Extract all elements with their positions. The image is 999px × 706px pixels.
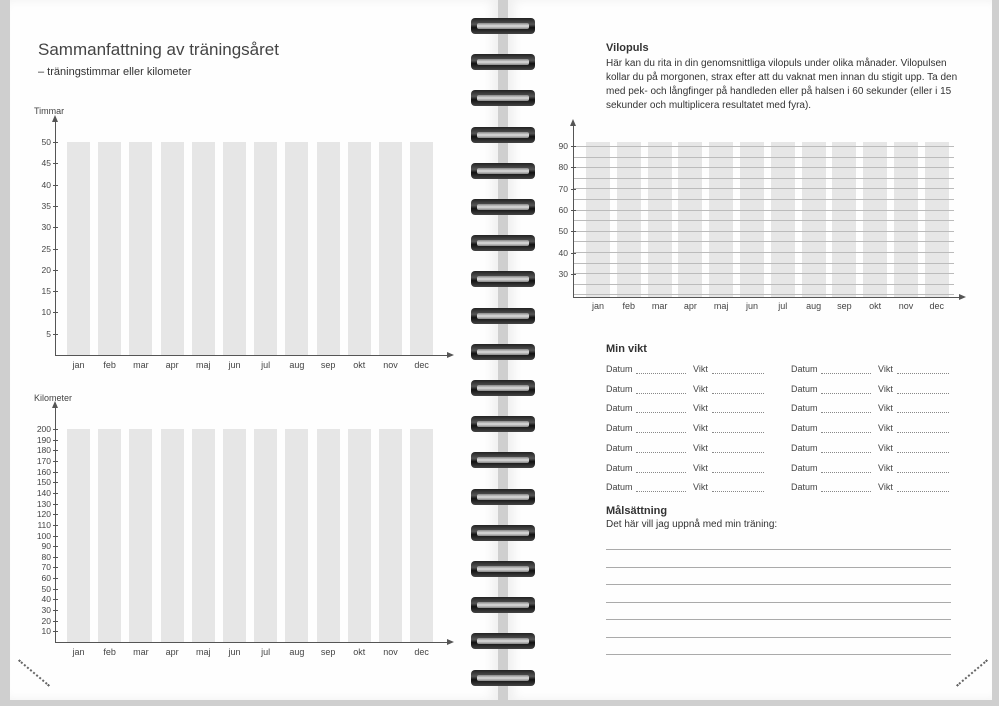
goal-line (606, 654, 951, 655)
hours-x-axis (55, 355, 447, 356)
hours-x-arrow (447, 352, 454, 358)
weight-value-label: Vikt (693, 403, 708, 414)
weight-value-label: Vikt (878, 423, 893, 434)
spiral-ring (471, 90, 535, 106)
spiral-ring (471, 561, 535, 577)
km-tick-label: 40 (41, 594, 51, 605)
km-x-arrow (447, 639, 454, 645)
km-tick-label: 10 (41, 626, 51, 637)
pulse-grid-line (574, 199, 954, 200)
hours-y-axis (55, 122, 56, 355)
hours-month-label: sep (320, 360, 336, 370)
km-x-axis (55, 642, 447, 643)
hours-bar (192, 142, 215, 355)
hours-bar (129, 142, 152, 355)
hours-tick (53, 312, 58, 313)
km-tick-label: 140 (36, 487, 51, 498)
weight-value-field (712, 393, 764, 394)
km-tick (53, 440, 58, 441)
weight-value-label: Vikt (693, 383, 708, 394)
hours-tick-label: 5 (46, 328, 51, 339)
weight-value-label: Vikt (693, 364, 708, 374)
km-bar (161, 429, 184, 642)
weight-value-label: Vikt (878, 364, 893, 374)
hours-month-label: jun (228, 360, 241, 370)
spiral-ring (471, 380, 535, 396)
pulse-month-label: feb (622, 301, 636, 311)
pulse-month-label: maj (713, 301, 729, 311)
km-bar (317, 429, 340, 642)
pulse-tick-label: 60 (558, 204, 568, 215)
hours-bar (67, 142, 90, 355)
weight-date-field (821, 393, 871, 394)
spiral-ring (471, 452, 535, 468)
weight-date-field (821, 491, 871, 492)
pulse-month-label: mar (651, 301, 668, 311)
pulse-grid-line (574, 146, 954, 147)
weight-date-field (636, 393, 686, 394)
spiral-ring (471, 597, 535, 613)
pulse-grid-line (574, 273, 954, 274)
weight-date-label: Datum (791, 423, 818, 434)
weight-date-field (636, 491, 686, 492)
pulse-grid-line (574, 263, 954, 264)
km-month-label: jan (72, 647, 85, 657)
pulse-y-axis (573, 126, 574, 297)
hours-month-label: mar (133, 360, 149, 370)
km-tick-label: 150 (36, 477, 51, 488)
km-bar (67, 429, 90, 642)
pulse-month-label: dec (929, 301, 945, 311)
weight-value-label: Vikt (878, 383, 893, 394)
hours-tick (53, 334, 58, 335)
km-bar (129, 429, 152, 642)
pulse-tick-label: 70 (558, 183, 568, 194)
weight-value-field (897, 432, 949, 433)
hours-bar (285, 142, 308, 355)
pulse-tick (571, 189, 576, 190)
pulse-month-label: jun (745, 301, 758, 311)
weight-date-label: Datum (791, 482, 818, 493)
weight-value-field (712, 432, 764, 433)
weight-value-field (897, 412, 949, 413)
weight-date-field (821, 412, 871, 413)
km-tick-label: 170 (36, 455, 51, 466)
km-month-label: apr (165, 647, 179, 657)
km-month-label: jul (261, 647, 271, 657)
pulse-month-label: sep (837, 301, 852, 311)
km-tick (53, 525, 58, 526)
spiral-ring (471, 633, 535, 649)
km-bar (348, 429, 371, 642)
weight-value-field (897, 491, 949, 492)
km-bar (98, 429, 121, 642)
spiral-ring (471, 199, 535, 215)
spiral-ring (471, 308, 535, 324)
km-tick (53, 450, 58, 451)
km-tick-label: 100 (36, 530, 51, 541)
km-bar (410, 429, 433, 642)
weight-value-field (712, 452, 764, 453)
km-tick (53, 514, 58, 515)
pulse-tick-label: 50 (558, 226, 568, 237)
hours-tick-label: 25 (41, 243, 51, 254)
pulse-x-axis (573, 297, 959, 298)
km-tick-label: 90 (41, 541, 51, 552)
km-tick-label: 190 (36, 434, 51, 445)
km-tick (53, 610, 58, 611)
weight-value-label: Vikt (878, 462, 893, 473)
pulse-grid-line (574, 188, 954, 189)
weight-date-label: Datum (791, 442, 818, 453)
km-tick-label: 180 (36, 445, 51, 456)
km-tick (53, 482, 58, 483)
weight-date-field (636, 452, 686, 453)
pulse-tick-label: 90 (558, 141, 568, 151)
hours-tick (53, 227, 58, 228)
hours-tick-label: 10 (41, 307, 51, 318)
pulse-tick (571, 253, 576, 254)
km-tick-label: 60 (41, 573, 51, 584)
pulse-month-label: okt (869, 301, 882, 311)
km-month-label: jun (228, 647, 241, 657)
spiral-ring (471, 670, 535, 686)
spiral-ring (471, 344, 535, 360)
km-tick-label: 160 (36, 466, 51, 477)
weight-value-field (712, 373, 764, 374)
pulse-month-label: apr (683, 301, 697, 311)
pulse-tick (571, 274, 576, 275)
goal-heading: Målsättning (606, 505, 668, 517)
hours-bar (161, 142, 184, 355)
pulse-grid-line (574, 220, 954, 221)
km-month-label: dec (414, 647, 429, 657)
km-tick (53, 429, 58, 430)
weight-date-field (636, 432, 686, 433)
weight-value-label: Vikt (878, 442, 893, 453)
hours-bar (410, 142, 433, 355)
pulse-grid-line (574, 178, 954, 179)
hours-tick (53, 163, 58, 164)
km-tick-label: 70 (41, 562, 51, 573)
pulse-tick (571, 210, 576, 211)
hours-month-label: okt (353, 360, 366, 370)
km-y-arrow (52, 401, 58, 408)
right-page (508, 0, 992, 700)
km-bar (192, 429, 215, 642)
weight-date-label: Datum (606, 403, 633, 414)
weight-value-label: Vikt (693, 482, 708, 493)
km-bar (379, 429, 402, 642)
weight-value-field (712, 491, 764, 492)
pulse-grid-line (574, 157, 954, 158)
km-tick (53, 621, 58, 622)
pulse-x-arrow (959, 294, 966, 300)
pulse-tick-label: 40 (558, 247, 568, 258)
pulse-tick (571, 146, 576, 147)
hours-tick (53, 249, 58, 250)
weight-date-label: Datum (606, 383, 633, 394)
weight-date-field (636, 373, 686, 374)
weight-date-label: Datum (606, 462, 633, 473)
goal-prompt: Det här vill jag uppnå med min träning: (606, 519, 778, 530)
weight-heading: Min vikt (606, 343, 647, 355)
weight-value-label: Vikt (878, 482, 893, 493)
hours-tick-label: 30 (41, 222, 51, 233)
spiral-ring (471, 163, 535, 179)
km-month-label: aug (289, 647, 305, 657)
pulse-heading: Vilopuls (606, 42, 649, 54)
goal-line (606, 637, 951, 638)
hours-tick (53, 185, 58, 186)
km-tick-label: 130 (36, 498, 51, 509)
pulse-grid-line (574, 284, 954, 285)
hours-tick-label: 50 (41, 137, 51, 147)
km-tick (53, 631, 58, 632)
weight-value-field (897, 472, 949, 473)
weight-date-label: Datum (791, 364, 818, 374)
goal-line (606, 567, 951, 568)
hours-tick (53, 270, 58, 271)
hours-tick (53, 206, 58, 207)
pulse-grid-line (574, 167, 954, 168)
hours-month-label: maj (196, 360, 211, 370)
page-title: Sammanfattning av träningsåret (38, 40, 279, 59)
km-tick (53, 589, 58, 590)
weight-value-label: Vikt (878, 403, 893, 414)
hours-tick-label: 45 (41, 158, 51, 169)
weight-date-label: Datum (606, 423, 633, 434)
weight-value-field (897, 373, 949, 374)
km-bar (254, 429, 277, 642)
weight-date-field (821, 373, 871, 374)
pulse-tick (571, 167, 576, 168)
weight-value-field (897, 452, 949, 453)
weight-date-label: Datum (791, 383, 818, 394)
km-tick (53, 578, 58, 579)
km-tick-label: 120 (36, 509, 51, 520)
goal-line (606, 584, 951, 585)
pulse-grid-line (574, 231, 954, 232)
weight-date-label: Datum (606, 442, 633, 453)
weight-value-label: Vikt (693, 462, 708, 473)
km-month-label: okt (353, 647, 366, 657)
weight-value-field (897, 393, 949, 394)
hours-bar (223, 142, 246, 355)
weight-date-field (821, 432, 871, 433)
weight-value-field (712, 412, 764, 413)
km-tick (53, 546, 58, 547)
hours-bar (379, 142, 402, 355)
km-tick (53, 461, 58, 462)
km-tick-label: 20 (41, 615, 51, 626)
spiral-ring (471, 525, 535, 541)
hours-month-label: jul (261, 360, 271, 370)
hours-tick-label: 40 (41, 179, 51, 190)
hours-bar (348, 142, 371, 355)
hours-axis-label: Timmar (34, 106, 65, 116)
weight-date-label: Datum (606, 482, 633, 493)
spiral-ring (471, 127, 535, 143)
pulse-month-label: jul (778, 301, 788, 311)
hours-tick (53, 142, 58, 143)
pulse-month-label: jan (591, 301, 604, 311)
weight-value-label: Vikt (693, 442, 708, 453)
km-month-label: sep (320, 647, 336, 657)
hours-month-label: apr (165, 360, 179, 370)
hours-y-arrow (52, 115, 58, 122)
hours-bar (254, 142, 277, 355)
km-month-label: mar (133, 647, 149, 657)
km-tick (53, 557, 58, 558)
pulse-instructions: Här kan du rita in din genomsnittliga vilopuls under olika månader. Vilopulsen kollar du på morgonen, strax efter att du vaknat men innan du stigit upp. Ta den med pek- och långfinger på handleden eller på halsen i 60 sekunder (eller i 15 sekunder och multiplicera resultatet med fyra). (606, 58, 958, 111)
km-month-label: nov (383, 647, 398, 657)
km-tick-label: 80 (41, 551, 51, 562)
km-tick (53, 504, 58, 505)
pulse-grid-line (574, 252, 954, 253)
km-tick-label: 50 (41, 583, 51, 594)
goal-line (606, 602, 951, 603)
pulse-grid-line (574, 241, 954, 242)
pulse-tick-label: 30 (558, 268, 568, 279)
pulse-tick-label: 80 (558, 162, 568, 173)
hours-tick (53, 291, 58, 292)
weight-date-label: Datum (791, 403, 818, 414)
hours-month-label: dec (414, 360, 429, 370)
pulse-grid-line (574, 294, 954, 295)
hours-month-label: nov (383, 360, 398, 370)
hours-month-label: jan (72, 360, 85, 370)
pulse-grid-line (574, 210, 954, 211)
km-tick (53, 536, 58, 537)
goal-line (606, 619, 951, 620)
km-tick-label: 200 (36, 424, 51, 434)
spiral-ring (471, 54, 535, 70)
km-tick (53, 599, 58, 600)
spiral-ring (471, 416, 535, 432)
weight-date-label: Datum (791, 462, 818, 473)
corner-marker-left (18, 659, 50, 686)
weight-date-field (636, 472, 686, 473)
hours-tick-label: 15 (41, 286, 51, 297)
weight-date-label: Datum (606, 364, 633, 374)
weight-date-field (636, 412, 686, 413)
km-bar (285, 429, 308, 642)
left-page (10, 0, 498, 700)
spiral-ring (471, 489, 535, 505)
pulse-y-arrow (570, 119, 576, 126)
pulse-tick (571, 231, 576, 232)
weight-value-label: Vikt (693, 423, 708, 434)
goal-line (606, 549, 951, 550)
hours-bar (98, 142, 121, 355)
km-month-label: feb (103, 647, 116, 657)
pulse-month-label: aug (806, 301, 822, 311)
hours-tick-label: 35 (41, 200, 51, 211)
km-tick (53, 567, 58, 568)
km-axis-label: Kilometer (34, 393, 73, 403)
spiral-ring (471, 18, 535, 34)
km-bar (223, 429, 246, 642)
spiral-ring (471, 271, 535, 287)
hours-month-label: aug (289, 360, 305, 370)
page-subtitle: – träningstimmar eller kilometer (38, 66, 192, 78)
hours-tick-label: 20 (41, 264, 51, 275)
weight-date-field (821, 452, 871, 453)
corner-marker-right (956, 659, 988, 686)
pulse-month-label: nov (898, 301, 914, 311)
spiral-ring (471, 235, 535, 251)
hours-month-label: feb (103, 360, 116, 370)
weight-value-field (712, 472, 764, 473)
km-tick-label: 110 (37, 519, 51, 530)
km-tick (53, 472, 58, 473)
weight-date-field (821, 472, 871, 473)
hours-bar (317, 142, 340, 355)
km-tick (53, 493, 58, 494)
km-month-label: maj (196, 647, 211, 657)
km-tick-label: 30 (41, 605, 51, 616)
